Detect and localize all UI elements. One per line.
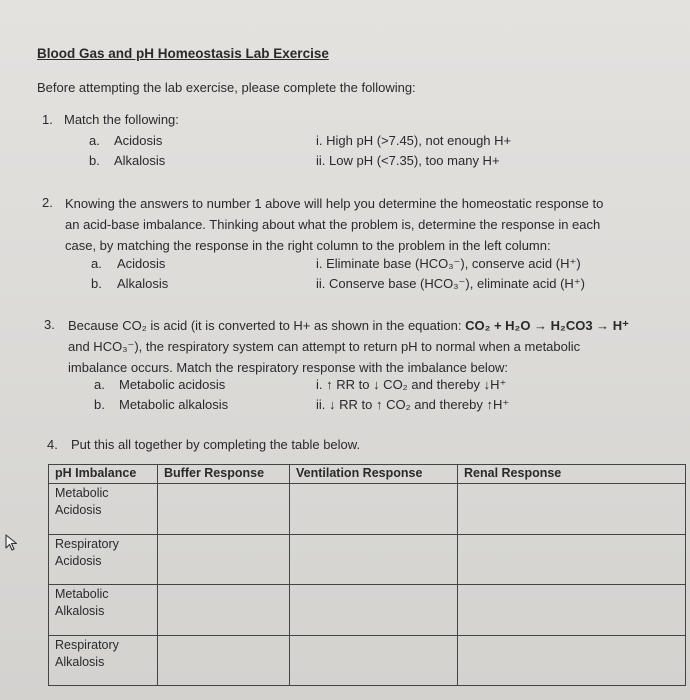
row-label-metabolic-acidosis	[49, 484, 158, 535]
ventilation-cell[interactable]	[290, 635, 458, 686]
header-ventilation-response: Ventilation Response	[290, 465, 458, 484]
q1-left-b-text: Alkalosis	[114, 153, 166, 168]
row-label-line: Acidosis	[55, 503, 102, 517]
q2-left-b-text: Alkalosis	[117, 276, 169, 291]
buffer-cell[interactable]	[158, 484, 290, 535]
ventilation-cell[interactable]	[290, 484, 458, 535]
q3-line-3: imbalance occurs. Match the respiratory response with the imbalance below:	[68, 360, 509, 375]
mouse-pointer-icon	[4, 533, 22, 553]
q3-left-b-label: b.	[94, 397, 105, 412]
header-buffer-response: Buffer Response	[158, 465, 290, 484]
q3-text	[68, 315, 629, 378]
ventilation-cell[interactable]	[290, 534, 458, 585]
row-label-line: Alkalosis	[55, 604, 105, 618]
header-renal-response: Renal Response	[458, 465, 686, 484]
buffer-cell[interactable]	[158, 534, 290, 585]
q2-left-b-label: b.	[91, 276, 102, 291]
q1-left-a-text: Acidosis	[114, 133, 163, 148]
q2-left-a-text: Acidosis	[117, 256, 166, 271]
q3-number: 3.	[44, 317, 55, 332]
response-table	[48, 464, 686, 686]
q3-left-b-text: Metabolic alkalosis	[119, 397, 229, 412]
q2-line-2: an acid-base imbalance. Thinking about what the problem is, determine the response in each	[65, 217, 601, 232]
row-label-respiratory-alkalosis	[49, 635, 158, 686]
row-label-respiratory-acidosis	[49, 534, 158, 585]
buffer-cell[interactable]	[158, 635, 290, 686]
page-title: Blood Gas and pH Homeostasis Lab Exercise	[37, 46, 329, 61]
q3-line-2: and HCO₃⁻), the respiratory system can attempt to return pH to normal when a metabolic	[68, 339, 581, 354]
q3-line-1	[68, 315, 629, 336]
row-label-line: Respiratory	[55, 536, 119, 551]
row-label-line: Alkalosis	[55, 654, 105, 669]
table-row	[49, 585, 686, 636]
q2-number: 2.	[42, 195, 53, 210]
q3-line-1-text: Because CO₂ is acid (it is converted to H+ as shown in the equation:	[68, 318, 466, 333]
q2-left-a-label: a.	[91, 256, 102, 271]
q1-left-b-label: b.	[89, 153, 100, 168]
q3-right-i: i. ↑ RR to ↓ CO₂ and thereby ↓H⁺	[316, 377, 507, 392]
q2-text	[65, 193, 603, 256]
renal-cell[interactable]	[458, 484, 686, 535]
q1-right-ii: ii. Low pH (<7.35), too many H+	[316, 153, 500, 168]
q2-line-3: case, by matching the response in the right column to the problem in the left column:	[65, 238, 551, 253]
table-header-row	[49, 465, 686, 484]
row-label-metabolic-alkalosis	[49, 585, 158, 636]
row-label-line: Acidosis	[55, 553, 102, 568]
row-label-line: Metabolic	[55, 486, 109, 500]
table-row	[49, 635, 686, 686]
q2-line-1: Knowing the answers to number 1 above will help you determine the homeostatic response to	[65, 196, 604, 211]
q2-right-ii: ii. Conserve base (HCO₃⁻), eliminate acid (H⁺)	[316, 276, 585, 291]
q3-left-a-text: Metabolic acidosis	[119, 377, 226, 392]
q4-prompt: Put this all together by completing the table below.	[71, 437, 361, 452]
q1-number: 1.	[42, 112, 53, 127]
q1-right-i: i. High pH (>7.45), not enough H+	[316, 133, 512, 148]
q1-prompt: Match the following:	[64, 112, 179, 127]
table-row	[49, 484, 686, 535]
q2-right-i: i. Eliminate base (HCO₃⁻), conserve acid (H⁺)	[316, 256, 581, 271]
renal-cell[interactable]	[458, 585, 686, 636]
table-row	[49, 534, 686, 585]
ventilation-cell[interactable]	[290, 585, 458, 636]
renal-cell[interactable]	[458, 635, 686, 686]
q3-left-a-label: a.	[94, 377, 105, 392]
renal-cell[interactable]	[458, 534, 686, 585]
q1-left-a-label: a.	[89, 133, 100, 148]
q4-number: 4.	[47, 437, 58, 452]
row-label-line: Metabolic	[55, 587, 109, 601]
q3-equation: CO₂ + H₂O → H₂CO3 → H⁺	[465, 318, 630, 333]
header-ph-imbalance: pH Imbalance	[49, 465, 158, 484]
intro-text: Before attempting the lab exercise, please complete the following:	[37, 80, 416, 95]
row-label-line: Respiratory	[55, 637, 119, 652]
buffer-cell[interactable]	[158, 585, 290, 636]
q3-right-ii: ii. ↓ RR to ↑ CO₂ and thereby ↑H⁺	[316, 397, 510, 412]
